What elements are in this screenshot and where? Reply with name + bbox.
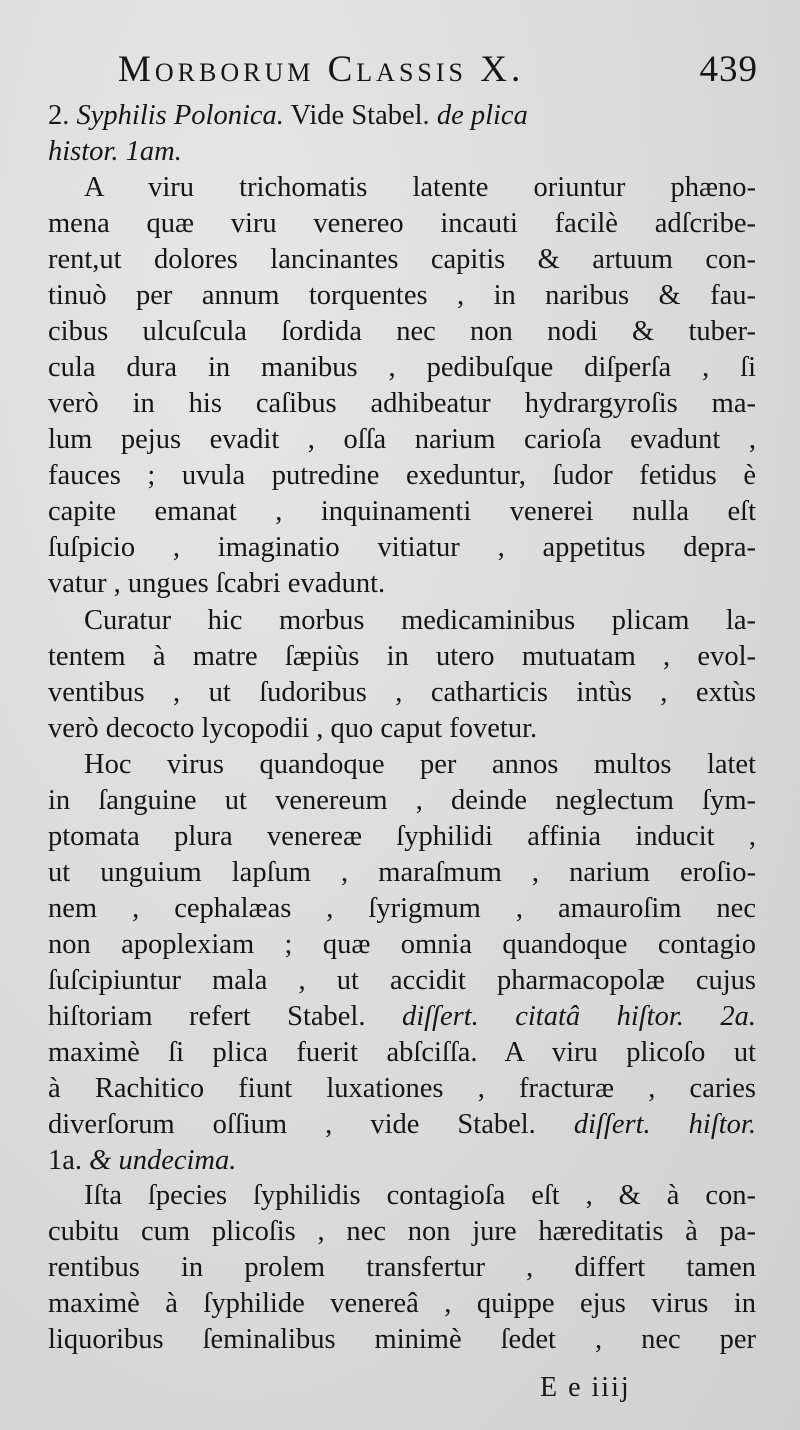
text-line: hiſtoriam refert Stabel. diſſert. citatâ hiſtor. 2a. bbox=[48, 1001, 756, 1032]
text-line: verò in his caſibus adhibeatur hydrargyroſis ma- bbox=[48, 388, 756, 419]
text-line: vatur , ungues ſcabri evadunt. bbox=[48, 568, 386, 599]
running-title: Morborum Classis X. bbox=[118, 49, 525, 90]
text-line: tentem à matre ſæpiùs in utero mutuatam , evol- bbox=[48, 641, 756, 672]
text-line: ptomata plura venereæ ſyphilidi affinia inducit , bbox=[48, 821, 756, 852]
paragraph-start-line: Curatur hic morbus medicaminibus plicam la- bbox=[84, 605, 756, 636]
text-line: verò decocto lycopodii , quo caput fovetur. bbox=[48, 713, 538, 744]
text-line: ventibus , ut ſudoribus , catharticis intùs , extùs bbox=[48, 677, 756, 708]
text-line: 1a. & undecima. bbox=[48, 1145, 237, 1176]
text-line: ut unguium lapſum , maraſmum , narium eroſio- bbox=[48, 857, 756, 888]
text-line: liquoribus ſeminalibus minimè ſedet , nec per bbox=[48, 1324, 756, 1355]
text-line: rent,ut dolores lancinantes capitis & artuum con- bbox=[48, 244, 756, 275]
running-header bbox=[118, 48, 758, 98]
text-line: maximè ſi plica fuerit abſciſſa. A viru plicoſo ut bbox=[48, 1037, 756, 1068]
text-line: ſuſcipiuntur mala , ut accidit pharmacopolæ cujus bbox=[48, 965, 756, 996]
text-line: lum pejus evadit , oſſa narium carioſa evadunt , bbox=[48, 424, 756, 455]
paragraph-start-line: Hoc virus quandoque per annos multos latet bbox=[84, 749, 756, 780]
text-line: ſuſpicio , imaginatio vitiatur , appetitus depra- bbox=[48, 532, 756, 563]
text-line: cubitu cum plicoſis , nec non jure hæreditatis à pa- bbox=[48, 1216, 756, 1247]
text-line: capite emanat , inquinamenti venerei nulla eſt bbox=[48, 496, 756, 527]
paragraph-start-line: A viru trichomatis latente oriuntur phæno- bbox=[84, 172, 756, 203]
text-line: 2. Syphilis Polonica. Vide Stabel. de plica bbox=[48, 100, 528, 131]
text-line: diverſorum oſſium , vide Stabel. diſſert. hiſtor. bbox=[48, 1109, 756, 1140]
text-line: in ſanguine ut venereum , deinde neglectum ſym- bbox=[48, 785, 756, 816]
page-number: 439 bbox=[699, 49, 758, 90]
paragraph-start-line: Iſta ſpecies ſyphilidis contagioſa eſt , & à con- bbox=[84, 1180, 756, 1211]
text-line: cibus ulcuſcula ſordida nec non nodi & tuber- bbox=[48, 316, 756, 347]
text-line: tinuò per annum torquentes , in naribus & fau- bbox=[48, 280, 756, 311]
text-line: cula dura in manibus , pedibuſque diſperſa , ſi bbox=[48, 352, 756, 383]
text-line: histor. 1am. bbox=[48, 136, 182, 167]
text-line: rentibus in prolem transfertur , differt tamen bbox=[48, 1252, 756, 1283]
signature-mark: E e iiij bbox=[540, 1372, 631, 1403]
text-line: non apoplexiam ; quæ omnia quandoque contagio bbox=[48, 929, 756, 960]
text-line: maximè à ſyphilide venereâ , quippe ejus virus in bbox=[48, 1288, 756, 1319]
text-line: fauces ; uvula putredine exeduntur, ſudor fetidus è bbox=[48, 460, 756, 491]
text-line: mena quæ viru venereo incauti facilè adſcribe- bbox=[48, 208, 756, 239]
text-line: à Rachitico fiunt luxationes , fracturæ , caries bbox=[48, 1073, 756, 1104]
text-line: nem , cephalæas , ſyrigmum , amauroſim nec bbox=[48, 893, 756, 924]
